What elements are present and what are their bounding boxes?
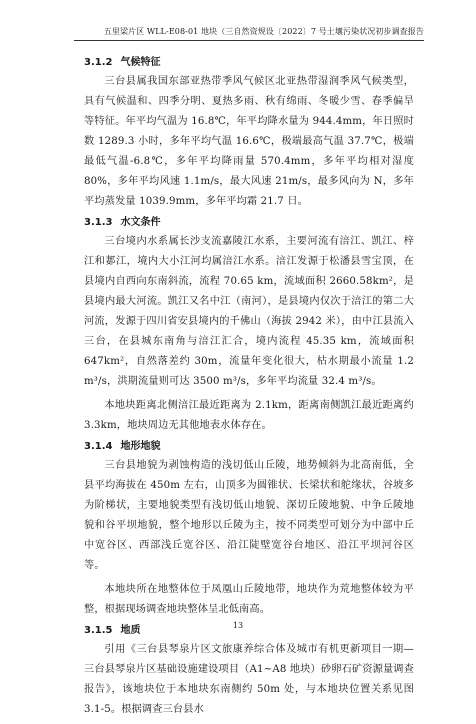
- paragraph-hydrology-distance: 本地块距离北侧涪江最近距离为 2.1km，距离南侧凯江最近距离约 3.3km，地块周边无其他地表水体存在。: [84, 400, 414, 431]
- section-number: 3.1.5: [84, 625, 113, 636]
- section-title: 地质: [120, 625, 141, 636]
- running-header: 五里梁片区 WLL-E08-01 地块（三自然资规设〔2022〕7 号土壤污染状况初步调查报告: [74, 26, 424, 41]
- paragraph-landform-site: 本地块所在地整体位于凤凰山丘陵地带，地块作为荒地整体较为平整，根据现场调查地块整体呈北低南高。: [84, 584, 414, 615]
- paragraph-landform-county: 三台县地貌为剥蚀构造的浅切低山丘陵，地势倾斜为北高南低，全县平均海拔在 450m 左右，山顶多为圆锥状、长梁状和舵缘状，谷坡多为阶梯状，主要地貌类型有浅切低山地貌、深切丘陵地貌、中争丘陵地貌和谷平坝地貌，整个地形以丘陵为主，按不同类型可划分为中部中丘中宽谷区、西部浅丘宽谷区、沿江陡壁宽谷台地区、沿江平坝河谷区等。: [84, 460, 414, 571]
- section-title: 水文条件: [120, 217, 161, 228]
- section-title: 气候特征: [120, 57, 161, 68]
- paragraph-geology: 引用《三台县琴泉片区文旅康养综合体及城市有机更新项目一期—三台县琴泉片区基础设施建设项目（A1~A8 地块）砂卵石矿资源量调查报告》，该地块位于本地块东南侧约 50m 处，与本地块位置关系见图 3.1-5。根据调查三台县水: [84, 644, 414, 715]
- section-heading-landform: [84, 440, 414, 454]
- paragraph-climate: 三台县属我国东部亚热带季风气候区北亚热带湿润季风气候类型，具有气候温和、四季分明、夏热多雨、秋有绵雨、冬暖少雪、春季偏旱等特征。年平均气温为 16.8℃，年平均降水量为 944.4mm，年日照时数 1289.3 小时，多年平均气温 16.6℃，极端最高气温 37.7℃，极端最低气温-6.8℃，多年平均降雨量 570.4mm，多年平均相对湿度 80%，多年平均风速 1.1m/s，最大风速 21m/s，最多风向为 N，多年平均蒸发量 1039.9mm，多年平均霜 21.7 日。: [84, 76, 414, 207]
- page-number: 13: [232, 621, 244, 630]
- section-heading-climate: [84, 56, 414, 70]
- section-heading-hydrology: [84, 216, 414, 230]
- section-number: 3.1.3: [84, 217, 113, 228]
- section-number: 3.1.2: [84, 57, 113, 68]
- section-title: 地形地貌: [120, 441, 161, 452]
- section-number: 3.1.4: [84, 441, 113, 452]
- paragraph-hydrology-rivers: 三台境内水系属长沙支流嘉陵江水系，主要河流有涪江、凯江、梓江和郪江，境内大小江河均属涪江水系。涪江发源于松潘县雪宝顶，在县境内自西向东南斜流，流程 70.65 km，流域面积 2660.58km²，是县境内最大河流。凯江又名中江（南河），是县境内仅次于涪江的第二大河流，发源于四川省安县境内的千佛山（海拔 2942 米），由中江县流入三台，在县城东南角与涪江汇合，境内流程 45.35 km，流域面积 647km²，自然落差约 30m，流量年变化很大，枯水期最小流量 1.2 m³/s，洪期流量则可达 3500 m³/s，多年平均流量 32.4 m³/s。: [84, 236, 414, 387]
